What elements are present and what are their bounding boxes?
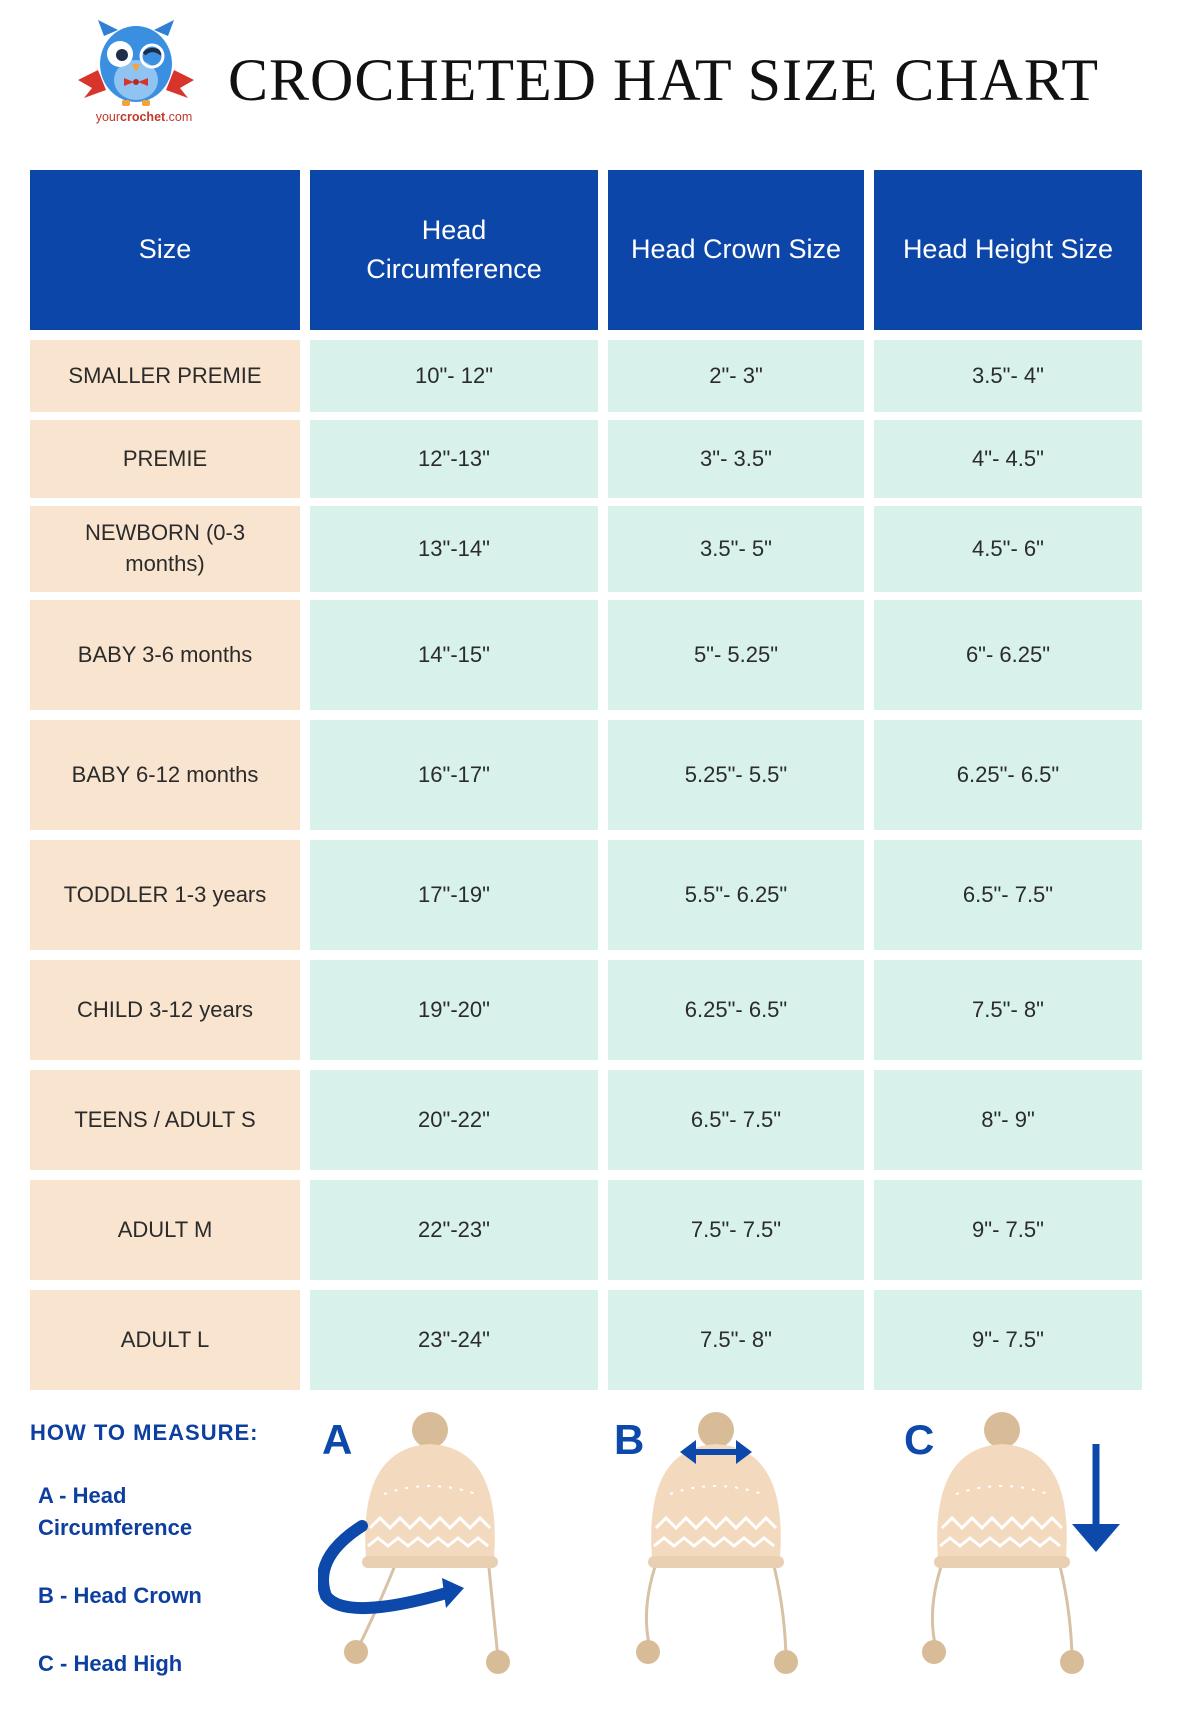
table-row-size: BABY 3-6 months (30, 600, 300, 710)
header-head-height-size: Head Height Size (874, 170, 1142, 330)
letter-b: B (614, 1416, 645, 1463)
table-row-size: SMALLER PREMIE (30, 340, 300, 412)
table-row-circumference: 23"-24" (310, 1290, 598, 1390)
table-row-size: ADULT L (30, 1290, 300, 1390)
table-row-height: 6"- 6.25" (874, 600, 1142, 710)
hat-height-illustration (896, 1408, 1136, 1678)
header-head-crown-size: Head Crown Size (608, 170, 864, 330)
table-row-height: 6.5"- 7.5" (874, 840, 1142, 950)
legend-a: A - Head Circumference (38, 1483, 193, 1540)
table-row-circumference: 12"-13" (310, 420, 598, 498)
table-row-height: 8"- 9" (874, 1070, 1142, 1170)
table-row-crown: 7.5"- 7.5" (608, 1180, 864, 1280)
table-row-circumference: 13"-14" (310, 506, 598, 592)
table-row-crown: 6.25"- 6.5" (608, 960, 864, 1060)
table-row-height: 6.25"- 6.5" (874, 720, 1142, 830)
table-row-circumference: 10"- 12" (310, 340, 598, 412)
down-arrow-icon (1072, 1444, 1120, 1552)
table-row-crown: 3.5"- 5" (608, 506, 864, 592)
table-row-height: 7.5"- 8" (874, 960, 1142, 1060)
table-row-height: 9"- 7.5" (874, 1180, 1142, 1280)
table-row-circumference: 20"-22" (310, 1070, 598, 1170)
table-row-crown: 5.25"- 5.5" (608, 720, 864, 830)
table-row-circumference: 22"-23" (310, 1180, 598, 1280)
table-row-height: 3.5"- 4" (874, 340, 1142, 412)
table-row-circumference: 19"-20" (310, 960, 598, 1060)
table-row-crown: 5"- 5.25" (608, 600, 864, 710)
how-to-measure-title: HOW TO MEASURE: (30, 1420, 259, 1445)
hat-icon (344, 1412, 510, 1674)
logo (72, 18, 202, 130)
table-row-circumference: 17"-19" (310, 840, 598, 950)
hat-icon (922, 1412, 1084, 1674)
letter-c: C (904, 1416, 935, 1463)
table-row-crown: 2"- 3" (608, 340, 864, 412)
table-row-height: 9"- 7.5" (874, 1290, 1142, 1390)
hat-circumference-illustration (318, 1408, 528, 1678)
owl-logo-icon (76, 18, 196, 110)
table-row-height: 4"- 4.5" (874, 420, 1142, 498)
table-row-height: 4.5"- 6" (874, 506, 1142, 592)
logo-text: yourcrochet.com (95, 110, 193, 124)
table-row-crown: 3"- 3.5" (608, 420, 864, 498)
table-row-size: TEENS / ADULT S (30, 1070, 300, 1170)
table-row-crown: 5.5"- 6.25" (608, 840, 864, 950)
legend-c: C - Head High (38, 1651, 183, 1676)
table-row-size: ADULT M (30, 1180, 300, 1280)
legend-b: B - Head Crown (38, 1583, 202, 1608)
page-title: CROCHETED HAT SIZE CHART (228, 47, 1099, 113)
table-row-circumference: 16"-17" (310, 720, 598, 830)
table-row-size: BABY 6-12 months (30, 720, 300, 830)
hat-crown-illustration (610, 1408, 820, 1678)
table-row-circumference: 14"-15" (310, 600, 598, 710)
table-row-size: CHILD 3-12 years (30, 960, 300, 1060)
header-size: Size (30, 170, 300, 330)
table-row-size: PREMIE (30, 420, 300, 498)
header-head-circumference: Head Circumference (310, 170, 598, 330)
table-row-size: TODDLER 1-3 years (30, 840, 300, 950)
table-row-size: NEWBORN (0-3 months) (30, 506, 300, 592)
letter-a: A (322, 1416, 353, 1463)
table-row-crown: 6.5"- 7.5" (608, 1070, 864, 1170)
size-chart-table (30, 170, 1142, 1392)
table-row-crown: 7.5"- 8" (608, 1290, 864, 1390)
